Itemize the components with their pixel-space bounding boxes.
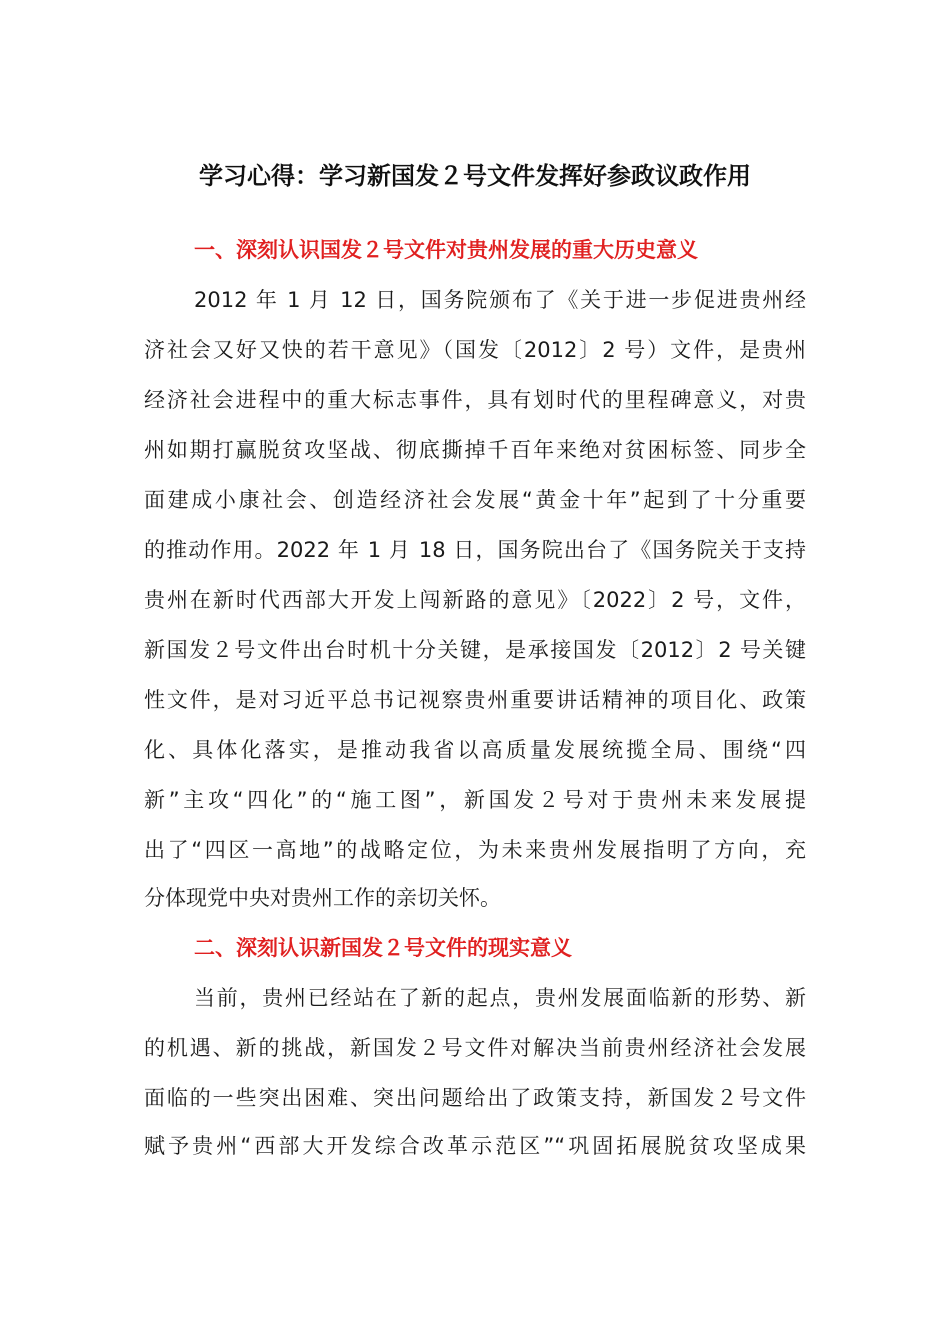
paragraph-line: 的推动作用。2022 年 1 月 18 日，国务院出台了《国务院关于支持 <box>144 538 806 562</box>
paragraph-line: 新”主攻“四化”的“施工图”，新国发２号对于贵州未来发展提 <box>144 788 806 812</box>
paragraph-line: 出了“四区一高地”的战略定位，为未来贵州发展指明了方向，充 <box>144 838 806 862</box>
paragraph-line: 性文件，是对习近平总书记视察贵州重要讲话精神的项目化、政策 <box>144 688 806 712</box>
paragraph-line: 贵州在新时代西部大开发上闯新路的意见》〔2022〕2 号，文件， <box>144 588 806 612</box>
paragraph-line: 化、具体化落实，是推动我省以高质量发展统揽全局、围绕“四 <box>144 738 806 762</box>
paragraph-line: 经济社会进程中的重大标志事件，具有划时代的里程碑意义，对贵 <box>144 388 806 412</box>
document-title: 学习心得：学习新国发２号文件发挥好参政议政作用 <box>199 162 751 190</box>
paragraph-line: 分体现党中央对贵州工作的亲切关怀。 <box>144 886 501 910</box>
paragraph-line: 面建成小康社会、创造经济社会发展“黄金十年”起到了十分重要 <box>144 488 806 512</box>
paragraph-line: 2012 年 1 月 12 日，国务院颁布了《关于进一步促进贵州经 <box>194 288 806 312</box>
paragraph-line: 济社会又好又快的若干意见》（国发〔2012〕2 号）文件，是贵州 <box>144 338 806 362</box>
section-2-heading: 二、深刻认识新国发２号文件的现实意义 <box>194 936 572 960</box>
section-1-heading: 一、深刻认识国发２号文件对贵州发展的重大历史意义 <box>194 238 698 262</box>
paragraph-line: 州如期打赢脱贫攻坚战、彻底撕掉千百年来绝对贫困标签、同步全 <box>144 438 806 462</box>
paragraph-line: 当前，贵州已经站在了新的起点，贵州发展面临新的形势、新 <box>194 986 806 1010</box>
paragraph-line: 的机遇、新的挑战，新国发２号文件对解决当前贵州经济社会发展 <box>144 1036 806 1060</box>
paragraph-line: 面临的一些突出困难、突出问题给出了政策支持，新国发２号文件 <box>144 1086 806 1110</box>
paragraph-line: 新国发２号文件出台时机十分关键，是承接国发〔2012〕2 号关键 <box>144 638 806 662</box>
paragraph-line: 赋予贵州“西部大开发综合改革示范区”“巩固拓展脱贫攻坚成果 <box>144 1134 806 1158</box>
